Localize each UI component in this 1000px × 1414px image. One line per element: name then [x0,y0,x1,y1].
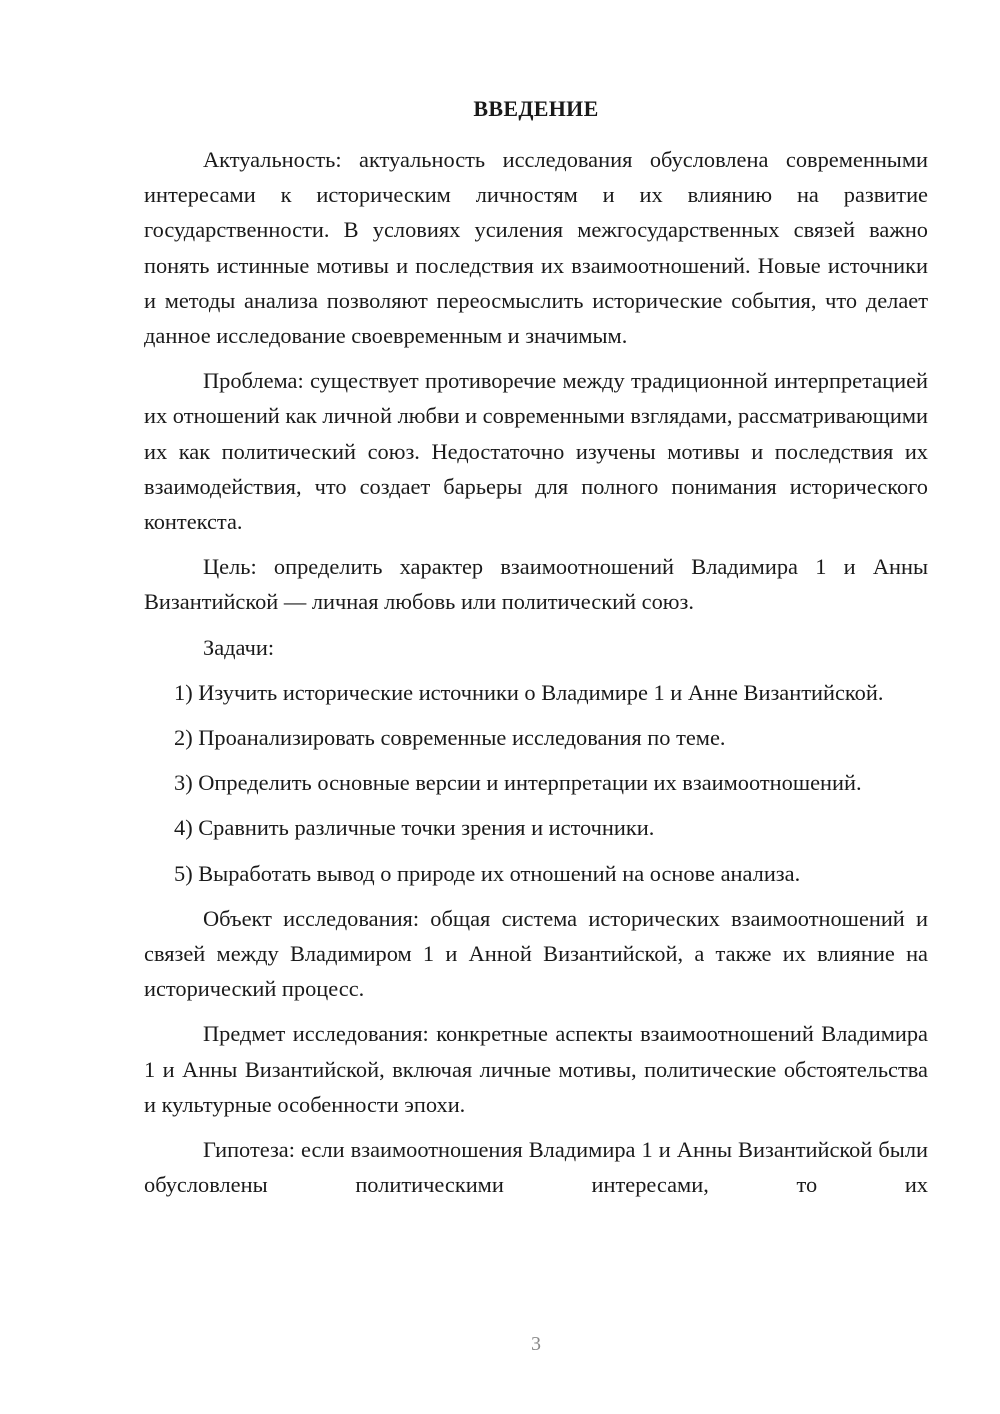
paragraph-subject: Предмет исследования: конкретные аспекты взаимоотношений Владимира 1 и Анны Византийской, включая личные мотивы, политические обстоятельства и культурные особенности эпохи. [144,1021,928,1117]
paragraph-goal: Цель: определить характер взаимоотношений Владимира 1 и Анны Византийской — личная любовь или политический союз. [144,554,928,615]
task-item-3: 3) Определить основные версии и интерпретации их взаимоотношений. [174,770,862,796]
page-number: 3 [531,1333,541,1355]
paragraph-problem: Проблема: существует противоречие между традиционной интерпретацией их отношений как личной любви и современными взглядами, рассматривающими их как политический союз. Недостаточно изучены мотивы и последствия их взаимодействия, что создает барьеры для полного понимания исторического контекста. [144,368,928,535]
paragraph-relevance: Актуальность: актуальность исследования обусловлена современными интересами к историческим личностям и их влиянию на развитие государственности. В условиях усиления межгосударственных связей важно понять истинные мотивы и последствия их взаимоотношений. Новые источники и методы анализа позволяют переосмыслить исторические события, что делает данное исследование своевременным и значимым. [144,147,928,349]
task-item-1: 1) Изучить исторические источники о Владимире 1 и Анне Византийской. [174,679,884,705]
task-item-4: 4) Сравнить различные точки зрения и источники. [174,815,655,841]
task-item-5: 5) Выработать вывод о природе их отношений на основе анализа. [174,860,801,886]
paragraph-object: Объект исследования: общая система исторических взаимоотношений и связей между Владимиром 1 и Анной Византийской, а также их влияние на исторический процесс. [144,905,928,1002]
paragraph-tasks-heading: Задачи: [203,634,275,660]
task-item-2: 2) Проанализировать современные исследования по теме. [174,725,726,751]
page-title: ВВЕДЕНИЕ [473,96,599,121]
paragraph-hypothesis: Гипотеза: если взаимоотношения Владимира 1 и Анны Византийской были обусловлены политическими интересами, то их [144,1137,928,1198]
document-body [144,142,928,1202]
